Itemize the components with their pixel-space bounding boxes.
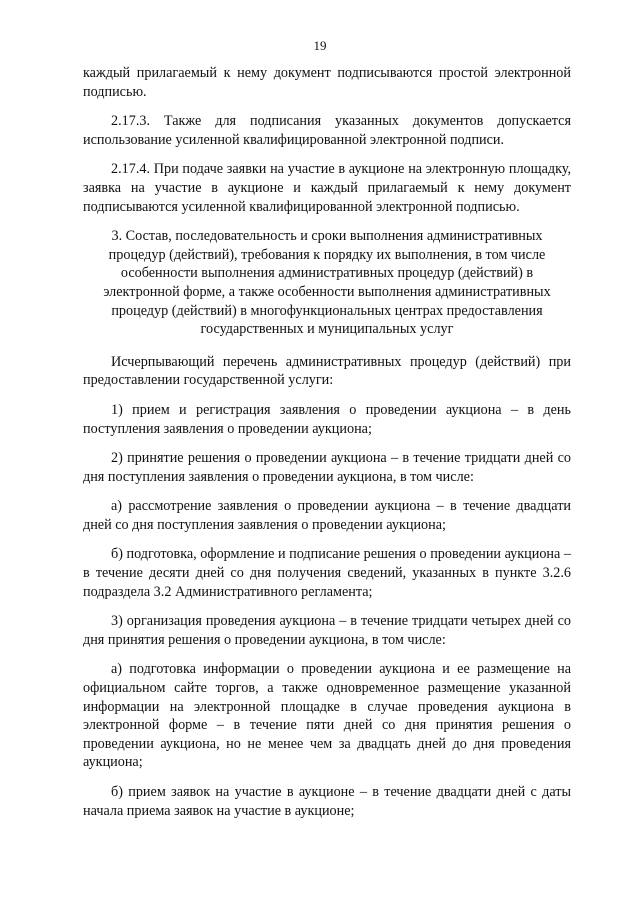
list-item-3b: б) прием заявок на участие в аукционе – в течение двадцати дней с даты начала приема заявок на участие в аукционе; — [83, 784, 571, 819]
paragraph-2-17-3: 2.17.3. Также для подписания указанных документов допускается использование усиленной квалифицированной электронной подписи. — [83, 113, 571, 148]
paragraph-signature-simple: каждый прилагаемый к нему документ подписываются простой электронной подписью. — [83, 65, 571, 100]
list-item-1: 1) прием и регистрация заявления о проведении аукциона – в день поступления заявления о проведении аукциона; — [83, 401, 571, 437]
list-item-3a: а) подготовка информации о проведении аукциона и ее размещение на официальном сайте торгов, а также одновременное размещение указанной информации на электронной площадке в случае проведения аукциона в электронной форме – в течение пяти дней со дня принятия решения о проведении аукциона, но не менее чем за двадцать дней до дня проведения аукциона; — [83, 661, 571, 771]
page-number: 19 — [313, 38, 327, 53]
list-item-2: 2) принятие решения о проведении аукциона – в течение тридцати дней со дня поступления заявления о проведении аукциона, в том числе: — [83, 450, 571, 485]
paragraph-2-17-4: 2.17.4. При подаче заявки на участие в аукционе на электронную площадку, заявка на участие в аукционе и каждый прилагаемый к нему документ подписываются усиленной квалифицированной электронной подписью. — [83, 161, 571, 215]
document-body — [83, 64, 571, 831]
paragraph-procedures-intro: Исчерпывающий перечень административных процедур (действий) при предоставлении государственной услуги: — [83, 353, 571, 389]
list-item-2a: а) рассмотрение заявления о проведении аукциона – в течение двадцати дней со дня поступления заявления о проведении аукциона; — [83, 498, 571, 533]
list-item-3: 3) организация проведения аукциона – в течение тридцати четырех дней со дня принятия решения о проведении аукциона, в том числе: — [83, 613, 571, 648]
list-item-2b: б) подготовка, оформление и подписание решения о проведении аукциона – в течение десяти дней со дня получения сведений, указанных в пункте 3.2.6 подраздела 3.2 Административного регламента; — [83, 546, 571, 600]
section-heading: 3. Состав, последовательность и сроки выполнения административных процедур (действий), требования к порядку их выполнения, в том числе особенности выполнения административных процедур (действий) в электронной форме, а также особенности выполнения административных процедур (действий) в многофункциональных центрах предоставления государственных и муниципальных услуг — [103, 228, 551, 338]
